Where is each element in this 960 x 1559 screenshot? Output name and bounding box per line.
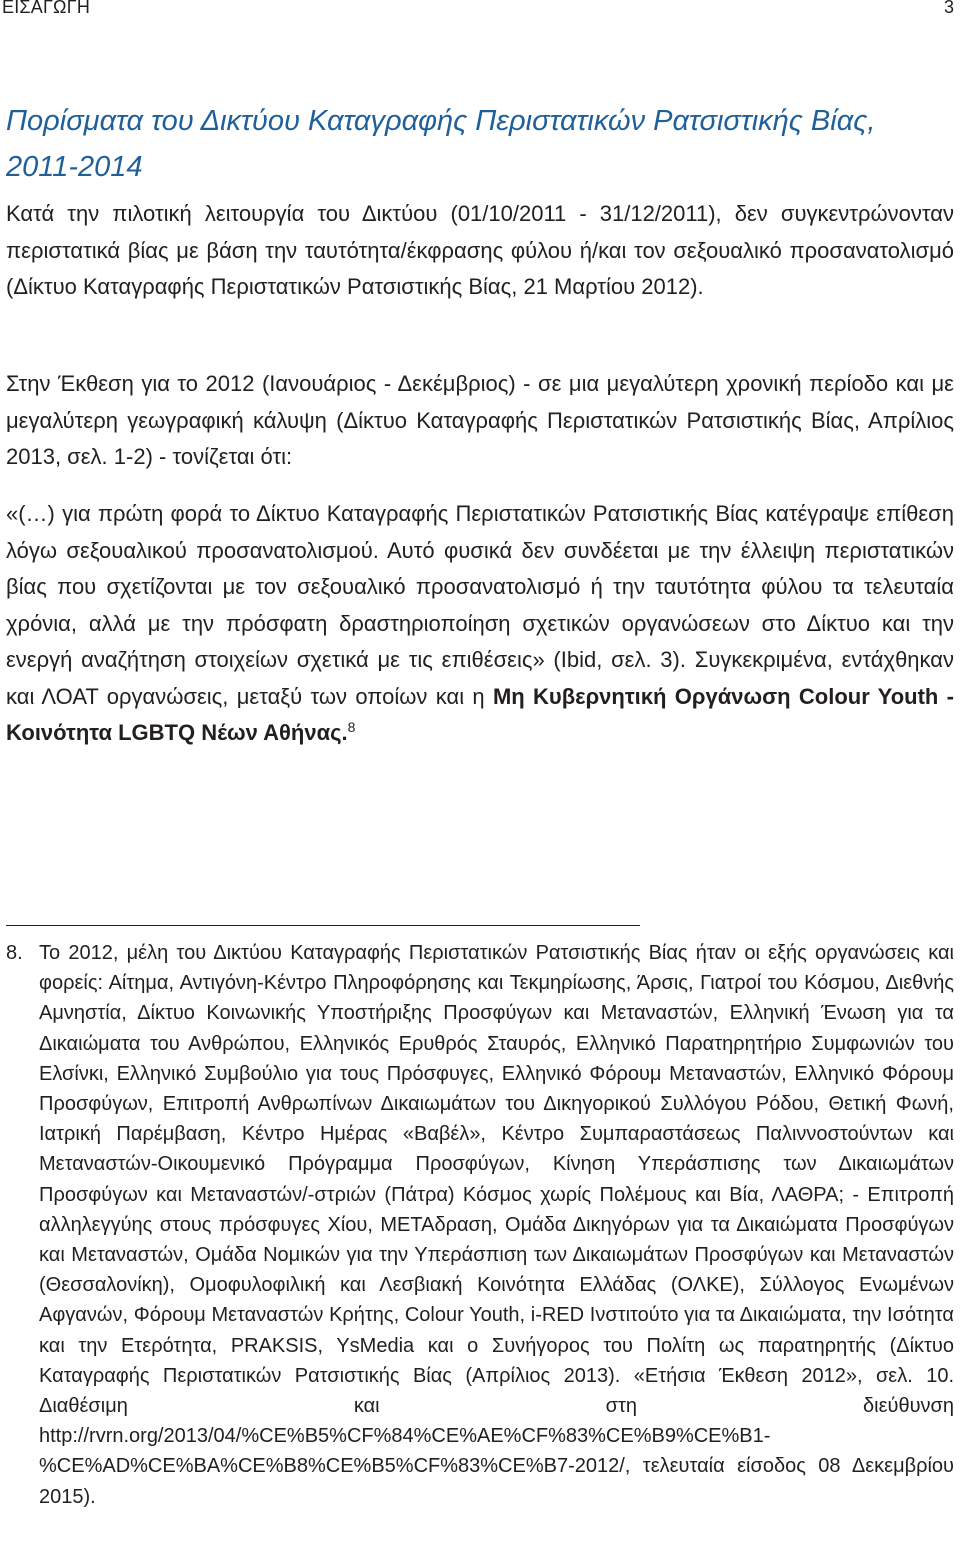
paragraph-pilot-operation: Κατά την πιλοτική λειτουργία του Δικτύου (01/10/2011 - 31/12/2011), δεν συγκεντρώνονταν περιστατικά βίας με βάση την ταυτότητα/έκφρασης φύλου ή/και τον σεξουαλικό προσανατολισμό (Δίκτυο Καταγραφής Περιστατικών Ρατσιστικής Βίας, 21 Μαρτίου 2012).	[6, 201, 954, 299]
footnote-number: 8.	[6, 942, 23, 964]
footnote-text: Το 2012, μέλη του Δικτύου Καταγραφής Περιστατικών Ρατσιστικής Βίας ήταν οι εξής οργανώσεις και φορείς: Αίτημα, Αντιγόνη-Κέντρο Πληροφόρησης και Τεκμηρίωσης, Άρσις, Γιατροί του Κόσμου, Διεθνής Αμνηστία, Δίκτυο Κοινωνικής Υποστήριξης Προσφύγων και Μεταναστών, Ελληνική Ένωση για τα Δικαιώματα του Ανθρώπου, Ελληνικός Ερυθρός Σταυρός, Ελληνικό Παρατηρητήριο Συμφωνιών του Ελσίνκι, Ελληνικό Συμβούλιο για τους Πρόσφυγες, Ελληνικό Φόρουμ Μεταναστών, Ελληνικό Φόρουμ Προσφύγων, Επιτροπή Ανθρωπίνων Δικαιωμάτων του Δικηγορικού Συλλόγου Ρόδου, Θετική Φωνή, Ιατρική Παρέμβαση, Κέντρο Ημέρας «Βαβέλ», Κέντρο Συμπαραστάσεως Παλιννοστούντων και Μεταναστών-Οικουμενικό Πρόγραμμα Προσφύγων, Κίνηση Υπεράσπισης των Δικαιωμάτων Προσφύγων και Μεταναστών/-στριών (Πάτρα) Κόσμος χωρίς Πολέμους και Βία, ΛΑΘΡΑ; - Επιτροπή αλληλεγγύης στους πρόσφυγες Χίου, ΜΕΤΑδραση, Ομάδα Δικηγόρων για τα Δικαιώματα Προσφύγων και Μεταναστών, Ομάδα Νομικών για την Υπεράσπιση των Δικαιωμάτων Προσφύγων και Μεταναστών (Θεσσαλονίκη), Ομοφυλοφιλική και Λεσβιακή Κοινότητα Ελλάδας (ΟΛΚΕ), Σύλλογος Ενωμένων Αφγανών, Φόρουμ Μεταναστών Κρήτης, Colour Youth, i-RED Ινστιτούτο για τα Δικαιώματα, την Ισότητα και την Ετερότητα, PRAKSIS, YsMedia και ο Συνήγορος του Πολίτη ως παρατηρητής (Δίκτυο Καταγραφής Περιστατικών Ρατσιστικής Βίας (Απρίλιος 2013). «Ετήσια Έκθεση 2012», σελ. 10. Διαθέσιμη και στη διεύθυνση http://rvrn.org/2013/04/%CE%B5%CF%84%CE%AE%CF%83%CE%B9%CE%B1-%CE%AD%CE%BA%CE%B8%CE%B5%CF%83%CE%B7-2012/, τελευταία είσοδος 08 Δεκεμβρίου 2015).	[39, 942, 954, 1508]
section-heading: Πορίσματα του Δικτύου Καταγραφής Περιστατικών Ρατσιστικής Βίας, 2011-2014	[6, 105, 876, 183]
running-header	[0, 0, 960, 24]
sentence-end: .	[341, 720, 348, 745]
quote-text: «(…) για πρώτη φορά το Δίκτυο Καταγραφής Περιστατικών Ρατσιστικής Βίας κατέγραψε επίθεση λόγω σεξουαλικού προσανατολισμού. Αυτό φυσικά δεν συνδέεται με την έλλειψη περιστατικών βίας που σχετίζονται με τον σεξουαλικό προσανατολισμό ή την ταυτότητα φύλου τα τελευταία χρόνια, αλλά με την πρόσφατη δραστηριοποίηση σχετικών οργανώσεων στο Δίκτυο και την ενεργή αναζήτηση στοιχείων σχετικά με τις επιθέσεις» (Ibid, σελ. 3). Συγκεκριμένα, εντάχθηκαν και ΛΟΑΤ οργανώσεις, μεταξύ των οποίων και η	[6, 501, 954, 709]
page-number: 3	[943, 0, 954, 17]
footnote-divider	[6, 925, 640, 926]
paragraph-quote	[6, 496, 954, 752]
footnote	[6, 938, 954, 1512]
section-title: ΕΙΣΑΓΩΓΗ	[2, 0, 91, 17]
paragraph-report-2012: Στην Έκθεση για το 2012 (Ιανουάριος - Δεκέμβριος) - σε μια μεγαλύτερη χρονική περίοδο και με μεγαλύτερη γεωγραφική κάλυψη (Δίκτυο Καταγραφής Περιστατικών Ρατσιστικής Βίας, Απρίλιος 2013, σελ. 1-2) - τονίζεται ότι:	[6, 371, 954, 469]
footnote-reference[interactable]: 8	[347, 719, 356, 735]
organisation-name: Μη Κυβερνητική Οργάνωση Colour Youth - Κοινότητα LGBTQ Νέων Αθήνας	[6, 683, 954, 745]
